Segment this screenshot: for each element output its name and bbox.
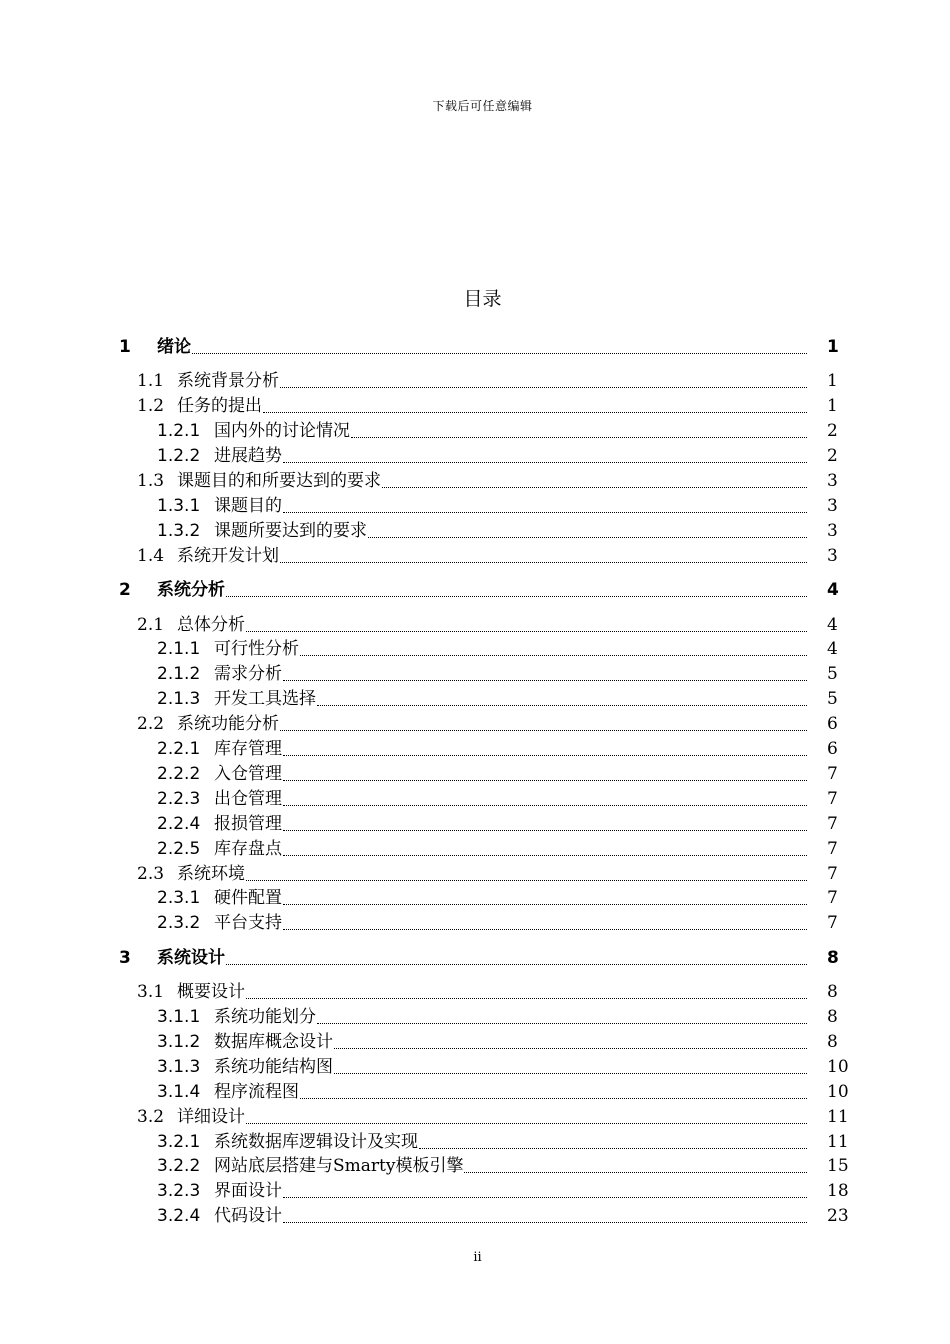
toc-entry[interactable] [0,909,950,933]
toc-entry[interactable] [0,1128,950,1152]
toc-entry-title: 程序流程图 [214,1081,299,1102]
toc-entry-title: 库存盘点 [214,838,282,859]
toc-entry-title: 总体分析 [177,614,245,635]
toc-entry-number: 3 [119,947,131,968]
toc-entry-title: 国内外的讨论情况 [214,421,350,442]
toc-entry[interactable] [0,635,950,659]
toc-dot-leader [280,562,807,563]
toc-entry-title: 课题目的 [214,495,282,516]
toc-dot-leader [283,680,807,681]
toc-dot-leader [246,880,807,881]
footer-page-number: ii [473,1250,482,1265]
toc-entry-page: 23 [827,1206,849,1227]
toc-entry[interactable] [0,1202,950,1226]
toc-entry[interactable] [0,685,950,709]
toc-entry[interactable] [0,392,950,416]
toc-entry-page: 6 [827,714,838,735]
toc-entry-number: 1.2.2 [157,446,201,467]
toc-entry-number: 3.1.1 [157,1007,201,1027]
toc-entry-title: 系统背景分析 [177,371,279,392]
toc-dot-leader [283,904,807,905]
toc-dot-leader [351,437,807,438]
toc-entry-number: 1.2 [137,396,165,417]
toc-entry-number: 3.2.2 [157,1156,201,1177]
toc-entry-title: 系统数据库逻辑设计及实现 [214,1131,418,1152]
toc-entry-number: 3.2.3 [157,1181,201,1202]
header-note: 下载后可任意编辑 [432,99,533,113]
toc-entry-page: 3 [827,471,838,491]
toc-entry-title: 入仓管理 [214,763,282,784]
toc-entry-page: 1 [827,337,839,357]
toc-entry-title: 代码设计 [214,1206,282,1227]
toc-entry-number: 2.3 [137,863,165,884]
toc-entry-page: 4 [827,639,838,660]
toc-dot-leader [192,353,807,354]
toc-entry-title: 硬件配置 [214,888,282,909]
toc-entry-title: 系统功能结构图 [214,1056,333,1077]
toc-entry-number: 3.1.3 [157,1056,201,1077]
toc-entry-title: 网站底层搭建与Smarty模板引擎 [214,1156,464,1177]
toc-entry-title: 库存管理 [214,739,282,759]
toc-entry-number: 1.3.2 [157,520,201,541]
toc-entry-page: 1 [827,371,838,392]
toc-entry[interactable] [0,367,950,391]
toc-dot-leader [280,387,807,388]
toc-entry-page: 7 [827,763,838,784]
toc-entry-title: 出仓管理 [214,788,282,809]
toc-dot-leader [283,780,807,781]
toc-entry[interactable] [0,442,950,466]
toc-entry[interactable] [0,785,950,809]
toc-entry-number: 2.2 [137,714,165,735]
toc-entry[interactable] [0,735,950,759]
toc-entry-page: 6 [827,739,838,759]
toc-dot-leader [246,631,807,632]
toc-entry-number: 2 [119,580,131,601]
toc-dot-leader [280,730,807,731]
toc-entry-title: 报损管理 [214,813,282,834]
toc-dot-leader [464,1172,807,1173]
toc-entry-page: 11 [827,1131,849,1152]
toc-entry-title: 课题目的和所要达到的要求 [177,471,381,491]
toc-entry-number: 3.1.2 [157,1031,201,1052]
toc-title: 目录 [463,288,502,310]
toc-dot-leader [283,1197,807,1198]
toc-entry-number: 2.1.2 [157,664,201,685]
toc-dot-leader [283,805,807,806]
toc-entry-page: 4 [827,580,839,601]
toc-entry-page: 18 [827,1181,849,1202]
toc-entry-title: 绪论 [157,337,191,357]
toc-entry-page: 15 [827,1156,849,1177]
toc-dot-leader [283,512,807,513]
toc-entry-number: 2.1.3 [157,689,201,710]
toc-entry-page: 10 [827,1081,849,1102]
toc-entry-number: 3.1 [137,982,165,1003]
toc-entry[interactable] [0,467,950,491]
toc-entry-page: 3 [827,495,838,516]
toc-entry[interactable] [0,760,950,784]
toc-dot-leader [317,705,807,706]
toc-entry-page: 7 [827,838,838,859]
toc-entry-title: 系统开发计划 [177,545,279,566]
toc-entry-page: 7 [827,788,838,809]
toc-dot-leader [283,929,807,930]
toc-entry-title: 平台支持 [214,913,282,934]
toc-entry[interactable] [0,1053,950,1077]
toc-entry-number: 3.2.4 [157,1206,201,1227]
toc-entry[interactable] [0,611,950,635]
toc-entry-number: 2.1 [137,614,165,635]
toc-entry-page: 1 [827,396,838,417]
toc-entry[interactable] [0,417,950,441]
toc-entry-number: 1.3.1 [157,495,201,516]
toc-entry-title: 系统分析 [157,580,225,601]
toc-entry-page: 5 [827,664,838,685]
toc-entry-page: 11 [827,1106,849,1127]
toc-dot-leader [368,537,807,538]
toc-entry-number: 3.1.4 [157,1081,201,1102]
toc-entry-number: 2.2.1 [157,739,201,759]
toc-dot-leader [300,1098,807,1099]
toc-entry[interactable] [0,884,950,908]
toc-entry[interactable] [0,860,950,884]
toc-dot-leader [226,596,807,597]
toc-entry-number: 2.2.2 [157,763,201,784]
toc-entry[interactable] [0,810,950,834]
toc-entry-page: 5 [827,689,838,710]
toc-dot-leader [246,998,807,999]
toc-entry-number: 2.2.4 [157,813,201,834]
toc-entry-page: 3 [827,520,838,541]
toc-entry[interactable] [0,333,950,357]
toc-entry-number: 2.1.1 [157,639,201,660]
toc-entry-title: 详细设计 [177,1106,245,1127]
toc-entry[interactable] [0,978,950,1002]
toc-entry[interactable] [0,576,950,600]
toc-entry[interactable] [0,517,950,541]
toc-entry-title: 数据库概念设计 [214,1031,333,1052]
toc-entry-page: 8 [827,1007,838,1027]
toc-entry-number: 3.2 [137,1106,165,1127]
toc-entry-title: 可行性分析 [214,639,299,660]
toc-entry-page: 2 [827,421,838,442]
toc-dot-leader [283,755,807,756]
toc-entry-page: 4 [827,614,838,635]
toc-entry-number: 2.2.3 [157,788,201,809]
toc-entry-number: 2.3.2 [157,913,201,934]
toc-entry-number: 2.3.1 [157,888,201,909]
toc-entry-page: 7 [827,888,838,909]
toc-entry-number: 1 [119,337,131,357]
toc-entry[interactable] [0,944,950,968]
toc-entry-page: 8 [827,1031,838,1052]
toc-entry-title: 开发工具选择 [214,689,316,710]
toc-entry-title: 进展趋势 [214,446,282,467]
toc-entry[interactable] [0,1003,950,1027]
toc-entry-number: 3.2.1 [157,1131,201,1152]
toc-entry-number: 1.1 [137,371,165,392]
toc-dot-leader [246,1123,807,1124]
toc-entry-page: 3 [827,545,838,566]
toc-entry[interactable] [0,835,950,859]
toc-entry-page: 10 [827,1056,849,1077]
toc-entry-title: 任务的提出 [177,396,262,417]
toc-entry[interactable] [0,1177,950,1201]
toc-entry-title: 需求分析 [214,664,282,685]
toc-dot-leader [283,462,807,463]
toc-entry-title: 概要设计 [177,982,245,1003]
toc-entry-title: 系统设计 [157,947,225,968]
toc-entry-number: 1.2.1 [157,421,201,442]
toc-entry-page: 8 [827,947,839,968]
toc-entry-number: 2.2.5 [157,838,201,859]
toc-entry[interactable] [0,1078,950,1102]
toc-dot-leader [419,1148,807,1149]
toc-entry-title: 课题所要达到的要求 [214,520,367,541]
toc-dot-leader [283,855,807,856]
toc-entry-number: 1.4 [137,545,165,566]
toc-dot-leader [334,1048,807,1049]
toc-entry[interactable] [0,1152,950,1176]
toc-dot-leader [283,830,807,831]
toc-dot-leader [334,1073,807,1074]
toc-dot-leader [283,1222,807,1223]
toc-entry-title: 系统环境 [177,863,245,884]
toc-entry[interactable] [0,1028,950,1052]
toc-entry[interactable] [0,492,950,516]
toc-dot-leader [382,487,807,488]
toc-dot-leader [226,964,807,965]
toc-entry-title: 界面设计 [214,1181,282,1202]
toc-entry[interactable] [0,1103,950,1127]
toc-dot-leader [300,655,807,656]
toc-entry-page: 7 [827,863,838,884]
toc-dot-leader [263,412,807,413]
toc-entry[interactable] [0,660,950,684]
toc-entry-title: 系统功能分析 [177,714,279,735]
toc-entry[interactable] [0,542,950,566]
toc-entry-number: 1.3 [137,471,165,491]
toc-entry-page: 2 [827,446,838,467]
toc-entry-page: 7 [827,913,838,934]
toc-entry-page: 8 [827,982,838,1003]
toc-entry-page: 7 [827,813,838,834]
toc-dot-leader [317,1023,807,1024]
toc-entry[interactable] [0,710,950,734]
toc-entry-title: 系统功能划分 [214,1007,316,1027]
